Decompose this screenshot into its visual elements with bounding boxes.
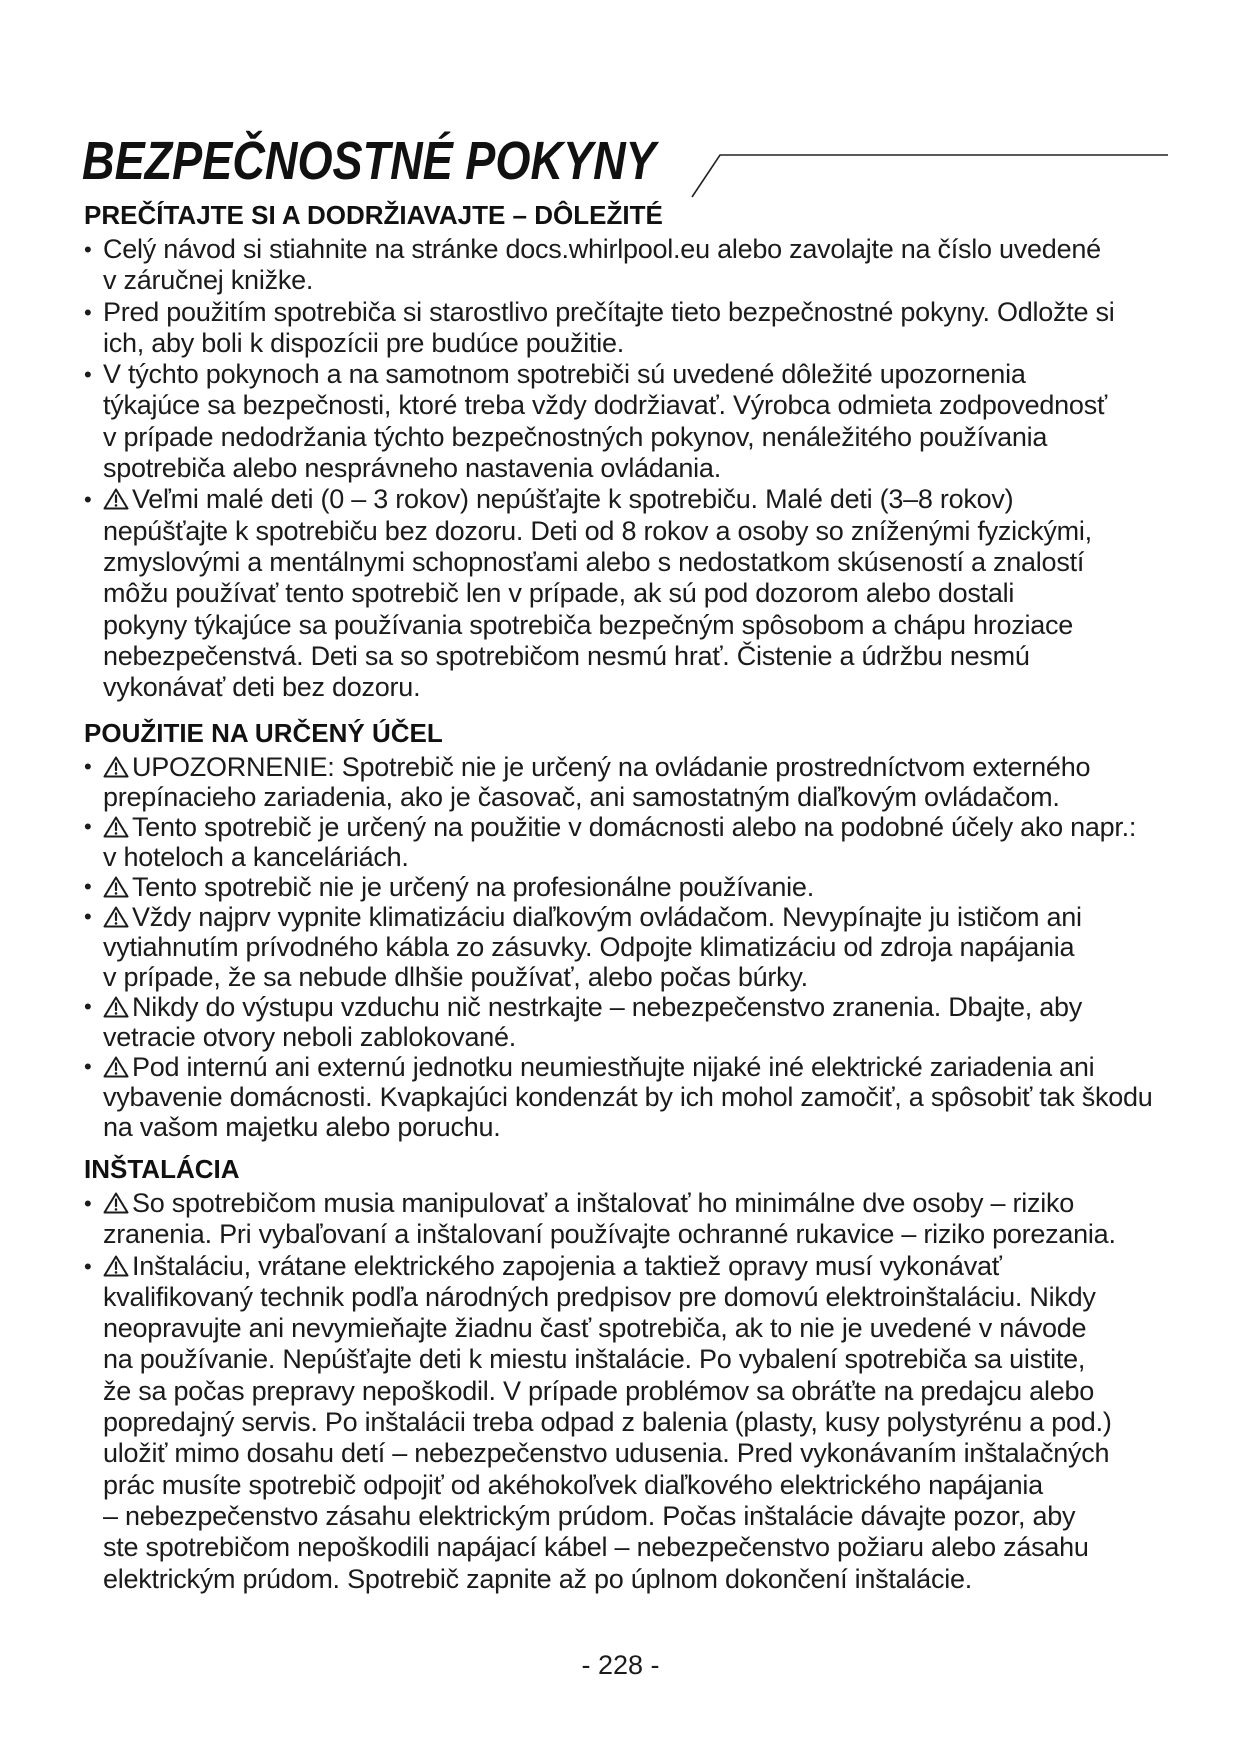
bullet-list [84,234,1174,703]
item-line [103,390,1174,421]
item-line-text: spotrebiča alebo nesprávneho nastavenia ovládania. [103,453,721,484]
section-read-and-follow [84,200,1174,703]
section-intended-use [84,718,1174,1142]
item-line [103,234,1174,265]
item-line [103,1082,1174,1112]
item-line-text: neopravujte ani nevymieňajte žiadnu časť spotrebiča, ak to nie je uvedené v návode [103,1313,1087,1344]
item-line [103,328,1174,359]
item-line [103,1282,1174,1313]
item-line [103,1112,1174,1142]
warning-icon [103,1055,129,1079]
item-line [103,1376,1174,1407]
bullet: • [84,874,92,899]
item-line-text: kvalifikovaný technik podľa národných predpisov pre domovú elektroinštaláciu. Nikdy [103,1281,1096,1312]
item-line [103,265,1174,296]
section-installation [84,1154,1174,1595]
item-line-text: prác musíte spotrebič odpojiť od akéhokoľvek diaľkového elektrického napájania [103,1469,1043,1500]
item-line [103,1219,1174,1250]
item-line [103,641,1174,672]
list-item [84,1052,1174,1142]
bullet: • [84,994,92,1019]
list-item [84,752,1174,812]
item-line-text: v prípade, že sa nebude dlhšie používať, alebo počas búrky. [103,962,808,992]
item-line-text: V týchto pokynoch a na samotnom spotrebiči sú uvedené dôležité upozornenia [103,359,1026,390]
item-line [103,1052,1174,1082]
item-line-text: So spotrebičom musia manipulovať a inštalovať ho minimálne dve osoby – riziko [132,1188,1074,1218]
item-line-text: ich, aby boli k dispozícii pre budúce použitie. [103,327,625,358]
item-line-text: uložiť mimo dosahu detí – nebezpečenstvo udusenia. Pred vykonávaním inštalačných [103,1438,1110,1469]
item-line-text: nepúšťajte k spotrebiču bez dozoru. Deti od 8 rokov a osoby so zníženými fyzickými, [103,515,1092,546]
title-rule [680,150,1180,202]
item-line [103,812,1174,842]
bullet: • [84,904,92,929]
item-line-text: vytiahnutím prívodného kábla zo zásuvky. Odpojte klimatizáciu od zdroja napájania [103,932,1075,962]
item-line-text: môžu používať tento spotrebič len v prípade, ak sú pod dozorom alebo dostali [103,578,1015,609]
item-line [103,547,1174,578]
item-line-text: Veľmi malé deti (0 – 3 rokov) nepúšťajte k spotrebiču. Malé deti (3–8 rokov) [132,484,1014,515]
item-line-text: Vždy najprv vypnite klimatizáciu diaľkovým ovládačom. Nevypínajte ju ističom ani [132,902,1082,932]
item-line [103,782,1174,812]
list-item [84,484,1174,703]
item-line [103,932,1174,962]
item-line-text: Tento spotrebič je určený na použitie v domácnosti alebo na podobné účely ako napr.: [132,812,1137,842]
item-line [103,992,1174,1022]
bullet: • [84,487,92,513]
list-item [84,359,1174,484]
list-item [84,872,1174,902]
item-line [103,422,1174,453]
list-item [84,297,1174,360]
page-title: BEZPEČNOSTNÉ POKYNY [82,131,656,191]
item-line [103,902,1174,932]
item-line-text: vykonávať deti bez dozoru. [103,672,421,703]
section-heading: PREČÍTAJTE SI A DODRŽIAVAJTE – DÔLEŽITÉ [84,200,663,230]
item-line-text: Celý návod si stiahnite na stránke docs.whirlpool.eu alebo zavolajte na číslo uvedené [103,234,1101,264]
item-line [103,1532,1174,1563]
item-line-text: v prípade nedodržania týchto bezpečnostných pokynov, nenáležitého používania [103,421,1048,452]
section-heading: INŠTALÁCIA [84,1154,240,1184]
item-line-text: ste spotrebičom nepoškodili napájací kábel – nebezpečenstvo požiaru alebo zásahu [103,1532,1089,1563]
section-heading: POUŽITIE NA URČENÝ ÚČEL [84,718,443,748]
bullet: • [84,237,92,262]
item-line [103,359,1174,390]
item-line-text: zranenia. Pri vybaľovaní a inštalovaní používajte ochranné rukavice – riziko porezania. [103,1219,1116,1250]
item-line-text: Nikdy do výstupu vzduchu nič nestrkajte – nebezpečenstvo zranenia. Dbajte, aby [132,992,1083,1022]
bullet: • [84,299,92,325]
warning-icon [103,1191,129,1215]
item-line-text: popredajný servis. Po inštalácii treba odpad z balenia (plasty, kusy polystyrénu a pod.) [103,1407,1112,1438]
item-line-text: zmyslovými a mentálnymi schopnosťami alebo s nedostatkom skúseností a znalostí [103,546,1085,577]
list-item [84,1251,1174,1595]
item-line [103,516,1174,547]
item-line-text: v hoteloch a kanceláriách. [103,842,409,872]
item-line [103,1313,1174,1344]
item-line-text: UPOZORNENIE: Spotrebič nie je určený na ovládanie prostredníctvom externého [132,752,1091,782]
warning-icon [103,487,129,511]
item-line [103,297,1174,328]
warning-icon [103,875,129,899]
item-line [103,484,1174,515]
item-line [103,1501,1174,1532]
warning-icon [103,755,129,779]
bullet-list [84,752,1174,1142]
item-line-text: prepínacieho zariadenia, ako je časovač, ani samostatným diaľkovým ovládačom. [103,782,1060,812]
warning-icon [103,1254,129,1278]
bullet: • [84,362,92,388]
list-item [84,234,1174,297]
item-line-text: Inštaláciu, vrátane elektrického zapojenia a taktiež opravy musí vykonávať [132,1250,1002,1281]
item-line [103,1407,1174,1438]
bullet: • [84,814,92,839]
item-line-text: – nebezpečenstvo zásahu elektrickým prúdom. Počas inštalácie dávajte pozor, aby [103,1500,1076,1531]
item-line [103,752,1174,782]
item-line [103,872,1174,902]
item-line-text: že sa počas prepravy nepoškodil. V prípade problémov sa obráťte na predajcu alebo [103,1375,1094,1406]
item-line-text: vetracie otvory neboli zablokované. [103,1022,516,1052]
list-item [84,812,1174,872]
item-line [103,1022,1174,1052]
item-line [103,1470,1174,1501]
warning-icon [103,815,129,839]
item-line [103,842,1174,872]
bullet: • [84,1054,92,1079]
item-line-text: na vašom majetku alebo poruchu. [103,1112,501,1142]
item-line [103,962,1174,992]
item-line-text: Pod internú ani externú jednotku neumiestňujte nijaké iné elektrické zariadenia ani [132,1052,1095,1082]
page-number: - 228 - [581,1650,660,1680]
bullet-list [84,1188,1174,1595]
item-line [103,1564,1174,1595]
item-line-text: pokyny týkajúce sa používania spotrebiča bezpečným spôsobom a chápu hroziace [103,609,1074,640]
bullet: • [84,754,92,779]
item-line [103,1251,1174,1282]
list-item [84,902,1174,992]
item-line-text: Tento spotrebič nie je určený na profesionálne používanie. [132,872,814,902]
item-line-text: v záručnej knižke. [103,265,314,296]
item-line-text: na používanie. Nepúšťajte deti k miestu inštalácie. Po vybalení spotrebiča sa uistite, [103,1344,1086,1375]
bullet: • [84,1253,92,1279]
item-line-text: nebezpečenstvá. Deti sa so spotrebičom nesmú hrať. Čistenie a údržbu nesmú [103,640,1030,671]
warning-icon [103,905,129,929]
item-line [103,1188,1174,1219]
item-line-text: týkajúce sa bezpečnosti, ktoré treba vždy dodržiavať. Výrobca odmieta zodpovednosť [103,390,1107,421]
item-line [103,1438,1174,1469]
item-line-text: vybavenie domácnosti. Kvapkajúci kondenzát by ich mohol zamočiť, a spôsobiť tak škodu [103,1082,1153,1112]
bullet: • [84,1191,92,1216]
item-line [103,578,1174,609]
item-line-text: Pred použitím spotrebiča si starostlivo prečítajte tieto bezpečnostné pokyny. Odložte si [103,296,1115,327]
item-line-text: elektrickým prúdom. Spotrebič zapnite až po úplnom dokončení inštalácie. [103,1563,972,1594]
warning-icon [103,995,129,1019]
list-item [84,992,1174,1052]
item-line [103,610,1174,641]
item-line [103,453,1174,484]
list-item [84,1188,1174,1251]
item-line [103,672,1174,703]
item-line [103,1344,1174,1375]
